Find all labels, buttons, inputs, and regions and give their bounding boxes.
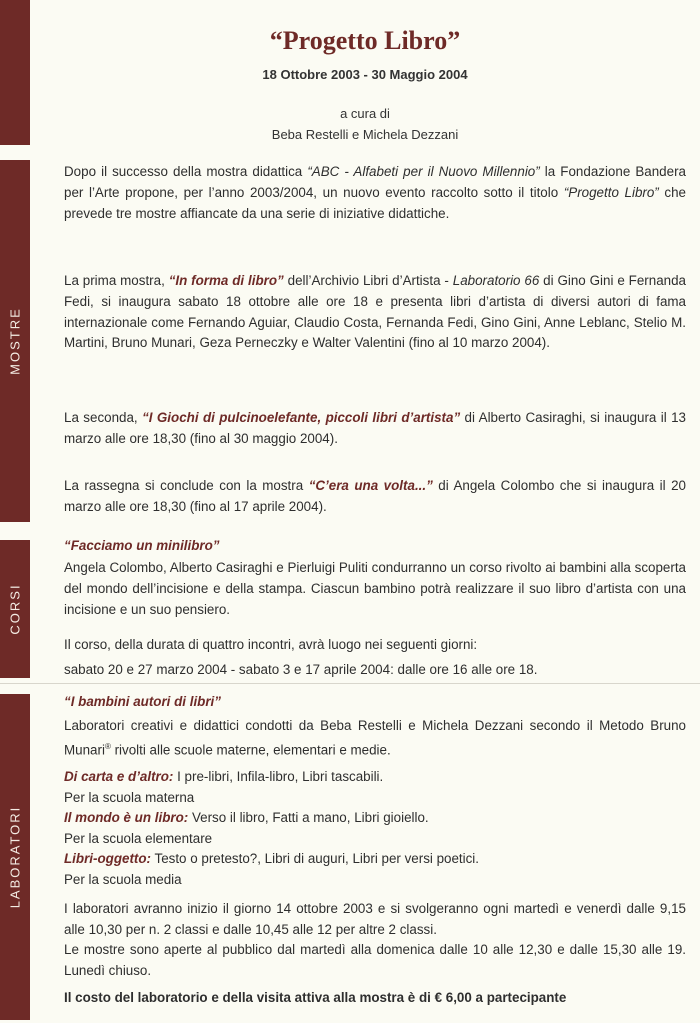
workshop-schedule: I laboratori avranno inizio il giorno 14 ottobre 2003 e si svolgeranno ogni martedì e venerdì dalle 9,15 alle 10,30 per n. 2 classi e dalle 10,45 alle 12 per altre 2 classi. [64,901,686,937]
opening-hours: Le mostre sono aperte al pubblico dal martedì alla domenica dalle 10 alle 12,30 e dalle 15,30 alle 19. Lunedì chiuso. [64,942,686,978]
curators: Beba Restelli e Michela Dezzani [271,127,459,142]
curated-by-label: a cura di [340,106,390,121]
workshop-item-1-school: Per la scuola materna [64,790,195,805]
workshop-item-2: Il mondo è un libro: Verso il libro, Fatti a mano, Libri gioiello. [64,810,429,825]
page-title: “Progetto Libro” [269,26,461,55]
intro-paragraph: Dopo il successo della mostra didattica “ABC - Alfabeti per il Nuovo Millennio” la Fondazione Bandera per l’Arte propone, per l’anno 2003/2004, un nuovo evento raccolto sotto il titolo “Progetto Libro” che prevede tre mostre affiancate da una serie di iniziative didattiche. [64,164,686,221]
workshop-item-3: Libri-oggetto: Testo o pretesto?, Libri di auguri, Libri per versi poetici. [64,851,480,866]
workshop-title: “I bambini autori di libri” [64,694,221,709]
course-schedule-intro: Il corso, della durata di quattro incontri, avrà luogo nei seguenti giorni: [64,637,478,652]
workshop-item-2-school: Per la scuola elementare [64,831,213,846]
side-band-top [0,0,30,145]
first-exhibition-paragraph: La prima mostra, “In forma di libro” dell’Archivio Libri d’Artista - Laboratorio 66 di Gino Gini e Fernanda Fedi, si inaugura sabato 18 ottobre alle ore 18 e presenta libri d’artista di diversi autori di fama internazionale come Fernando Aguiar, Claudio Costa, Fernanda Fedi, Gino Gini, Anne Leblanc, Stelio M. Martini, Bruno Munari, Geza Perneczky e Walter Valentini (fino al 10 marzo 2004). [64,273,686,351]
course-description: Angela Colombo, Alberto Casiraghi e Pierluigi Puliti condurranno un corso rivolto ai bambini alla scoperta del mondo dell’incisione e della stampa. Ciascun bambino potrà realizzare il suo libro d’artista con una incisione e un suo pensiero. [64,560,686,617]
section-label-corsi: CORSI [7,583,23,635]
cost-info: Il costo del laboratorio e della visita attiva alla mostra è di € 6,00 a partecipante [64,990,567,1005]
third-exhibition-paragraph: La rassegna si conclude con la mostra “C’era una volta...” di Angela Colombo che si inaugura il 20 marzo alle ore 18,30 (fino al 17 aprile 2004). [64,478,686,514]
side-band-laboratori [0,694,30,1020]
workshop-item-1: Di carta e d’altro: I pre-libri, Infila-libro, Libri tascabili. [64,769,384,784]
section-label-laboratori: LABORATORI [7,805,23,909]
second-exhibition-paragraph: La seconda, “I Giochi di pulcinoelefante, piccoli libri d’artista” di Alberto Casiraghi, si inaugura il 13 marzo alle ore 18,30 (fino al 30 maggio 2004). [64,410,687,446]
side-band-corsi [0,540,30,678]
course-schedule: sabato 20 e 27 marzo 2004 - sabato 3 e 17 aprile 2004: dalle ore 16 alle ore 18. [64,662,538,677]
section-divider [0,683,700,684]
course-title: “Facciamo un minilibro” [64,538,220,553]
workshop-item-3-school: Per la scuola media [64,872,182,887]
section-label-mostre: MOSTRE [7,307,23,375]
event-dates: 18 Ottobre 2003 - 30 Maggio 2004 [262,67,468,82]
side-band-mostre [0,160,30,522]
workshop-intro: Laboratori creativi e didattici condotti da Beba Restelli e Michela Dezzani secondo il Metodo Bruno Munari® rivolti alle scuole materne, elementari e medie. [64,718,686,758]
